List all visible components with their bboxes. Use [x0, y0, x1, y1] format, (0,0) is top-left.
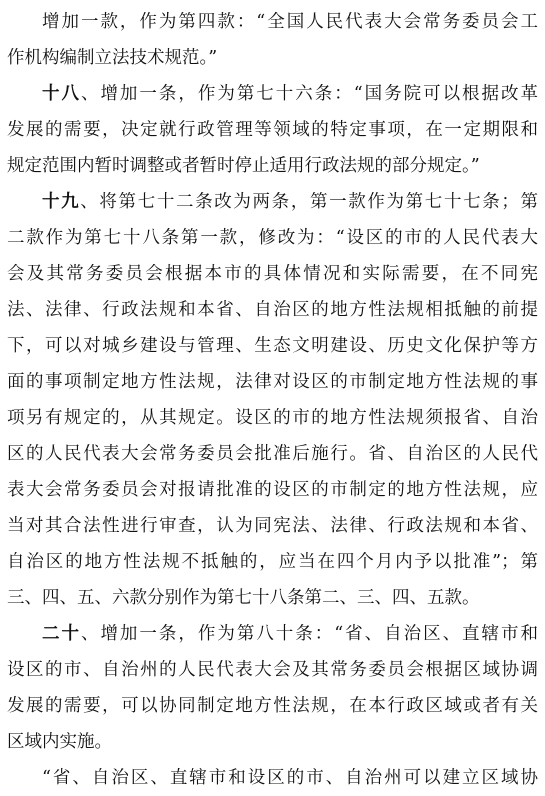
paragraph-3-line-8 [7, 436, 538, 472]
line-text: 、增加一条，作为第八十条：“省、自治区、直辖市和 [80, 624, 538, 644]
line-text: 自治区的地方性法规不抵触的，应当在四个月内予以批准”；第 [7, 552, 538, 572]
paragraph-1-line-2 [7, 40, 538, 76]
line-text: 法、法律、行政法规和本省、自治区的地方性法规相抵触的前提 [7, 300, 538, 320]
line-text: 表大会常务委员会对报请批准的设区的市制定的地方性法规，应 [7, 480, 538, 500]
line-text: 、增加一条，作为第七十六条：“国务院可以根据改革 [80, 84, 538, 104]
paragraph-4-line-3 [7, 688, 538, 724]
line-text: 区域内实施。 [7, 732, 112, 752]
line-text: 、将第七十二条改为两条，第一款作为第七十七条；第 [80, 192, 538, 212]
paragraph-3-line-11 [7, 544, 538, 580]
paragraph-3-line-4 [7, 292, 538, 328]
line-text: 作机构编制立法技术规范。” [7, 48, 218, 68]
line-text: 项另有规定的，从其规定。设区的市的地方性法规须报省、自治 [7, 408, 538, 428]
paragraph-5-line-1 [42, 760, 538, 796]
line-text: 面的事项制定地方性法规，法律对设区的市制定地方性法规的事 [7, 372, 538, 392]
line-text: 下，可以对城乡建设与管理、生态文明建设、历史文化保护等方 [7, 336, 538, 356]
paragraph-2-line-2 [7, 112, 538, 148]
line-text: 规定范围内暂时调整或者暂时停止适用行政法规的部分规定。” [7, 156, 480, 176]
line-text: 二款作为第七十八条第一款，修改为：“设区的市的人民代表大 [7, 228, 538, 248]
line-text: 三、四、五、六款分别作为第七十八条第二、三、四、五款。 [7, 588, 480, 608]
paragraph-4-line-2 [7, 652, 538, 688]
line-text: 当对其合法性进行审查，认为同宪法、法律、行政法规和本省、 [7, 516, 538, 536]
line-text: 设区的市、自治州的人民代表大会及其常务委员会根据区域协调 [7, 660, 538, 680]
line-text: 会及其常务委员会根据本市的具体情况和实际需要，在不同宪 [7, 264, 538, 284]
paragraph-3-line-12 [7, 580, 538, 616]
paragraph-4-line-1 [42, 616, 538, 652]
line-text: 区的人民代表大会常务委员会批准后施行。省、自治区的人民代 [7, 444, 538, 464]
line-text: 发展的需要，决定就行政管理等领域的特定事项，在一定期限和 [7, 120, 538, 140]
line-text: “省、自治区、直辖市和设区的市、自治州可以建立区域协 [42, 768, 538, 788]
paragraph-3-line-10 [7, 508, 538, 544]
item-number: 十九 [42, 192, 81, 212]
paragraph-3-line-6 [7, 364, 538, 400]
paragraph-2-line-3 [7, 148, 538, 184]
paragraph-1-line-1 [42, 4, 538, 40]
paragraph-3-line-9 [7, 472, 538, 508]
line-text: 发展的需要，可以协同制定地方性法规，在本行政区域或者有关 [7, 696, 538, 716]
paragraph-3-line-2 [7, 220, 538, 256]
paragraph-3-line-5 [7, 328, 538, 364]
paragraph-4-line-4 [7, 724, 538, 760]
item-number: 二十 [42, 624, 81, 644]
paragraph-3-line-1 [42, 184, 538, 220]
paragraph-3-line-3 [7, 256, 538, 292]
item-number: 十八 [42, 84, 81, 104]
paragraph-2-line-1 [42, 76, 538, 112]
paragraph-3-line-7 [7, 400, 538, 436]
line-text: 增加一款，作为第四款：“全国人民代表大会常务委员会工 [42, 12, 538, 32]
